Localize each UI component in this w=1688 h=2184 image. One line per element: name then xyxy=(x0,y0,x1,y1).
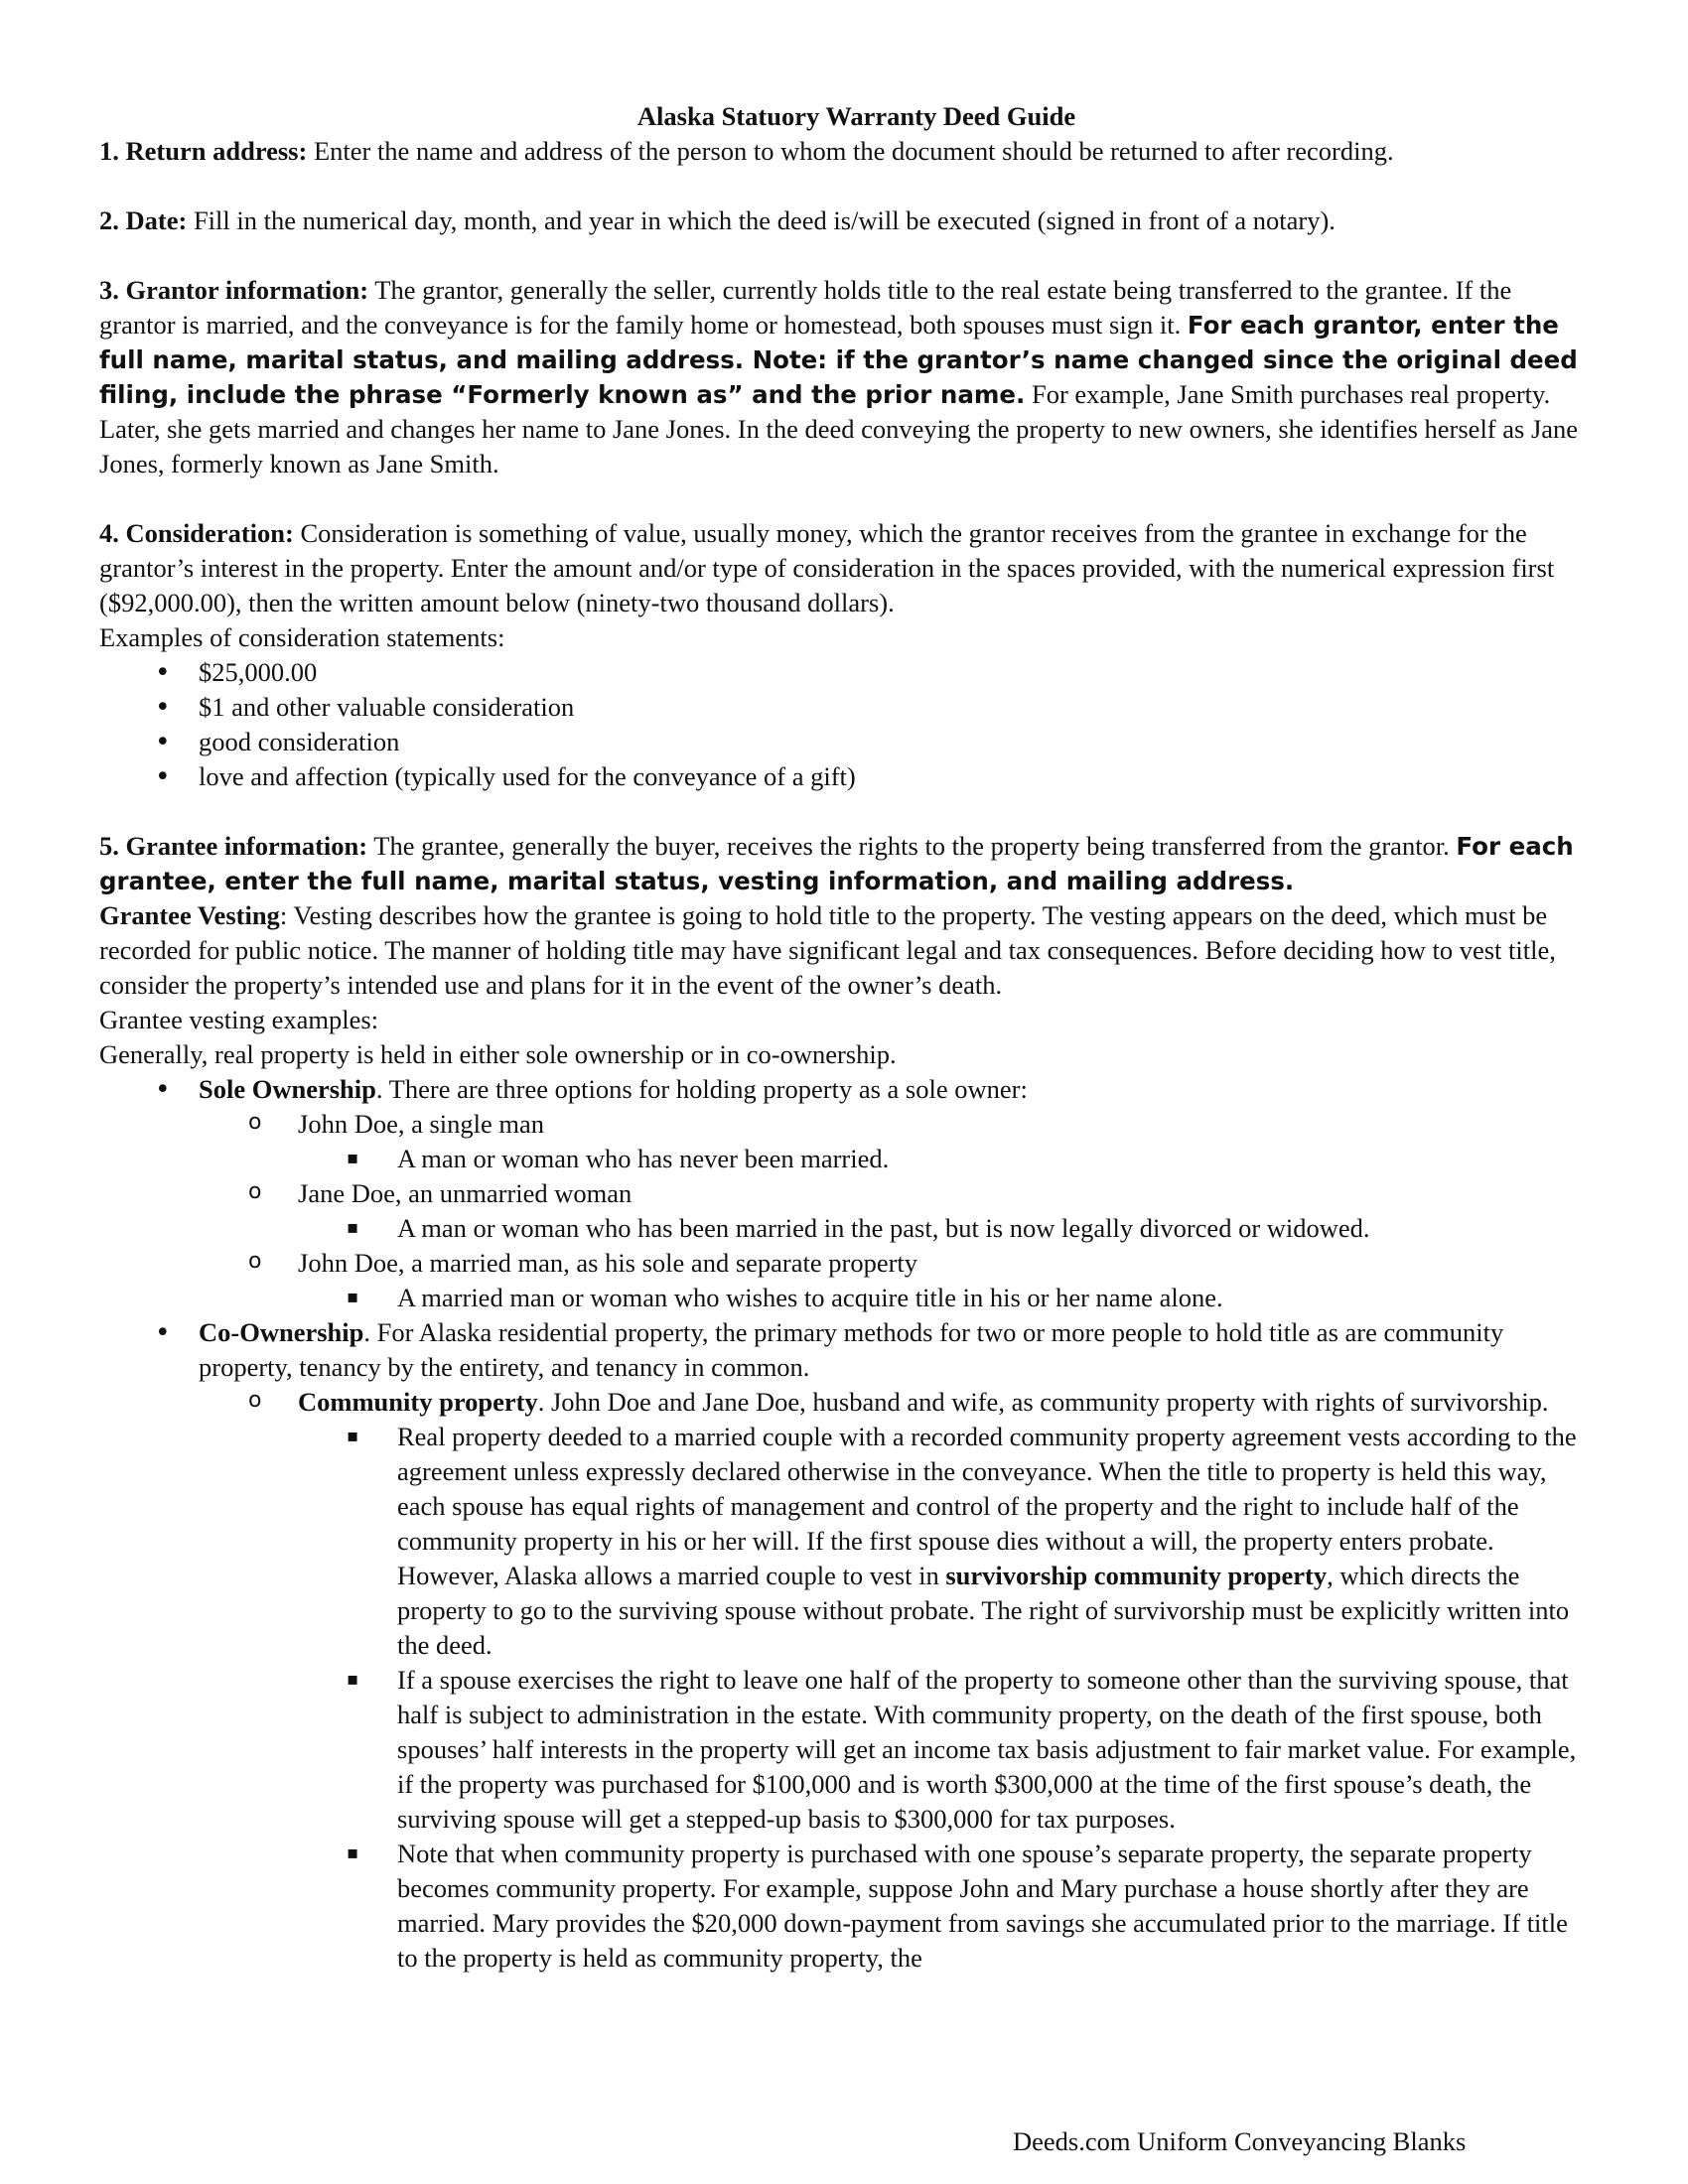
section-date xyxy=(99,204,1589,238)
section-label: 2. Date: xyxy=(99,205,188,235)
section-text: Fill in the numerical day, month, and year in which the deed is/will be executed (signed in front of a notary). xyxy=(187,205,1336,235)
list-item: • $1 and other valuable consideration xyxy=(99,690,1589,725)
sub-item: o John Doe, a married man, as his sole and separate property xyxy=(99,1246,1589,1281)
list-item-sole-ownership xyxy=(99,1072,1589,1107)
item-text: , which directs the property to go to the surviving spouse without probate. The right of survivorship must be explicitly written into the deed. xyxy=(397,1561,1570,1660)
item-emphasis: survivorship community property xyxy=(945,1561,1328,1590)
sub-sub-item: ▪ A man or woman who has been married in the past, but is now legally divorced or widowed. xyxy=(99,1211,1589,1246)
page-footer: Deeds.com Uniform Conveyancing Blanks xyxy=(1013,2126,1467,2156)
item-text: . John Doe and Jane Doe, husband and wife, as community property with rights of survivorship. xyxy=(537,1387,1549,1417)
sub-item: o John Doe, a single man xyxy=(99,1107,1589,1142)
section-return-address xyxy=(99,134,1589,169)
section-label: 3. Grantor information: xyxy=(99,275,369,305)
item-label: Community property xyxy=(298,1387,538,1417)
list-item: • $25,000.00 xyxy=(99,655,1589,690)
item-text: Real property deeded to a married couple with a recorded community property agreement vests according to the agreement unless expressly declared otherwise in the conveyance. When the title to property is held this way, each spouse has equal rights of management and control of the property and the right to include half of the community property in his or her will. If the first spouse dies without a will, the property enters probate. However, Alaska allows a married couple to vest in xyxy=(397,1422,1577,1590)
section-label: 1. Return address: xyxy=(99,136,308,166)
vesting-label: Grantee Vesting xyxy=(99,900,280,930)
section-text: Consideration is something of value, usually money, which the grantor receives from the grantee in exchange for the grantor’s interest in the property. Enter the amount and/or type of consideration in the spaces provided, with the numerical expression first ($92,000.00), then the written amount below (ninety-two thousand dollars). xyxy=(99,518,1555,617)
examples-label: Examples of consideration statements: xyxy=(99,622,505,652)
section-consideration xyxy=(99,516,1589,794)
item-text: . For Alaska residential property, the primary methods for two or more people to hold title as are community property, tenancy by the entirety, and tenancy in common. xyxy=(199,1317,1504,1382)
vesting-text: : Vesting describes how the grantee is going to hold title to the property. The vesting appears on the deed, which must be recorded for public notice. The manner of holding title may have significant legal and tax consequences. Before deciding how to vest title, consider the property’s intended use and plans for it in the event of the owner’s death. xyxy=(99,900,1556,1000)
page-title: Alaska Statuory Warranty Deed Guide xyxy=(636,101,1076,131)
sub-sub-item xyxy=(99,1420,1589,1663)
list-item-co-ownership xyxy=(99,1315,1589,1385)
section-emphasis: For each grantor, enter the full name, marital status, and mailing address. Note: if the grantor’s name changed since the original deed filing, include the phrase “Formerly known as” and the prior name. xyxy=(99,311,1578,409)
sub-sub-item: ▪ A man or woman who has never been married. xyxy=(99,1142,1589,1176)
section-grantee xyxy=(99,829,1589,1976)
sub-sub-item: ▪ A married man or woman who wishes to acquire title in his or her name alone. xyxy=(99,1281,1589,1315)
sub-sub-item: ▪ If a spouse exercises the right to leave one half of the property to someone other than the surviving spouse, that half is subject to administration in the estate. With community property, on the death of the first spouse, both spouses’ half interests in the property will get an income tax basis adjustment to fair market value. For example, if the property was purchased for $100,000 and is worth $300,000 at the time of the first spouse’s death, the surviving spouse will get a stepped-up basis to $300,000 for tax purposes. xyxy=(99,1663,1589,1837)
item-label: Sole Ownership xyxy=(199,1074,376,1104)
general-text: Generally, real property is held in either sole ownership or in co-ownership. xyxy=(99,1039,897,1069)
consideration-examples-list xyxy=(99,655,1589,794)
sub-item: o Jane Doe, an unmarried woman xyxy=(99,1176,1589,1211)
section-label: 4. Consideration: xyxy=(99,518,294,548)
vesting-examples-label: Grantee vesting examples: xyxy=(99,1005,379,1034)
section-text: For example, Jane Smith purchases real property. Later, she gets married and changes her name to Jane Jones. In the deed conveying the property to new owners, she identifies herself as Jane Jones, formerly known as Jane Smith. xyxy=(99,379,1579,478)
section-text: The grantee, generally the buyer, receives the rights to the property being transferred from the grantor. xyxy=(367,831,1457,861)
item-label: Co-Ownership xyxy=(199,1317,364,1347)
list-item: • love and affection (typically used for the conveyance of a gift) xyxy=(99,759,1589,794)
section-label: 5. Grantee information: xyxy=(99,831,368,861)
list-item: • good consideration xyxy=(99,725,1589,759)
section-emphasis: For each grantee, enter the full name, marital status, vesting information, and mailing address. xyxy=(99,832,1574,895)
section-text: Enter the name and address of the person to whom the document should be returned to after recording. xyxy=(307,136,1394,166)
vesting-list xyxy=(99,1072,1589,1976)
section-text: The grantor, generally the seller, currently holds title to the real estate being transferred to the grantee. If the grantor is married, and the conveyance is for the family home or homestead, both spouses must sign it. xyxy=(99,275,1512,340)
item-text: . There are three options for holding property as a sole owner: xyxy=(375,1074,1028,1104)
document-page xyxy=(99,99,1589,1976)
section-grantor xyxy=(99,273,1589,481)
sub-sub-item: ▪ Note that when community property is purchased with one spouse’s separate property, the separate property becomes community property. For example, suppose John and Mary purchase a house shortly after they are married. Mary provides the $20,000 down-payment from savings she accumulated prior to the marriage. If title to the property is held as community property, the xyxy=(99,1837,1589,1976)
sub-item-community-property xyxy=(99,1385,1589,1420)
